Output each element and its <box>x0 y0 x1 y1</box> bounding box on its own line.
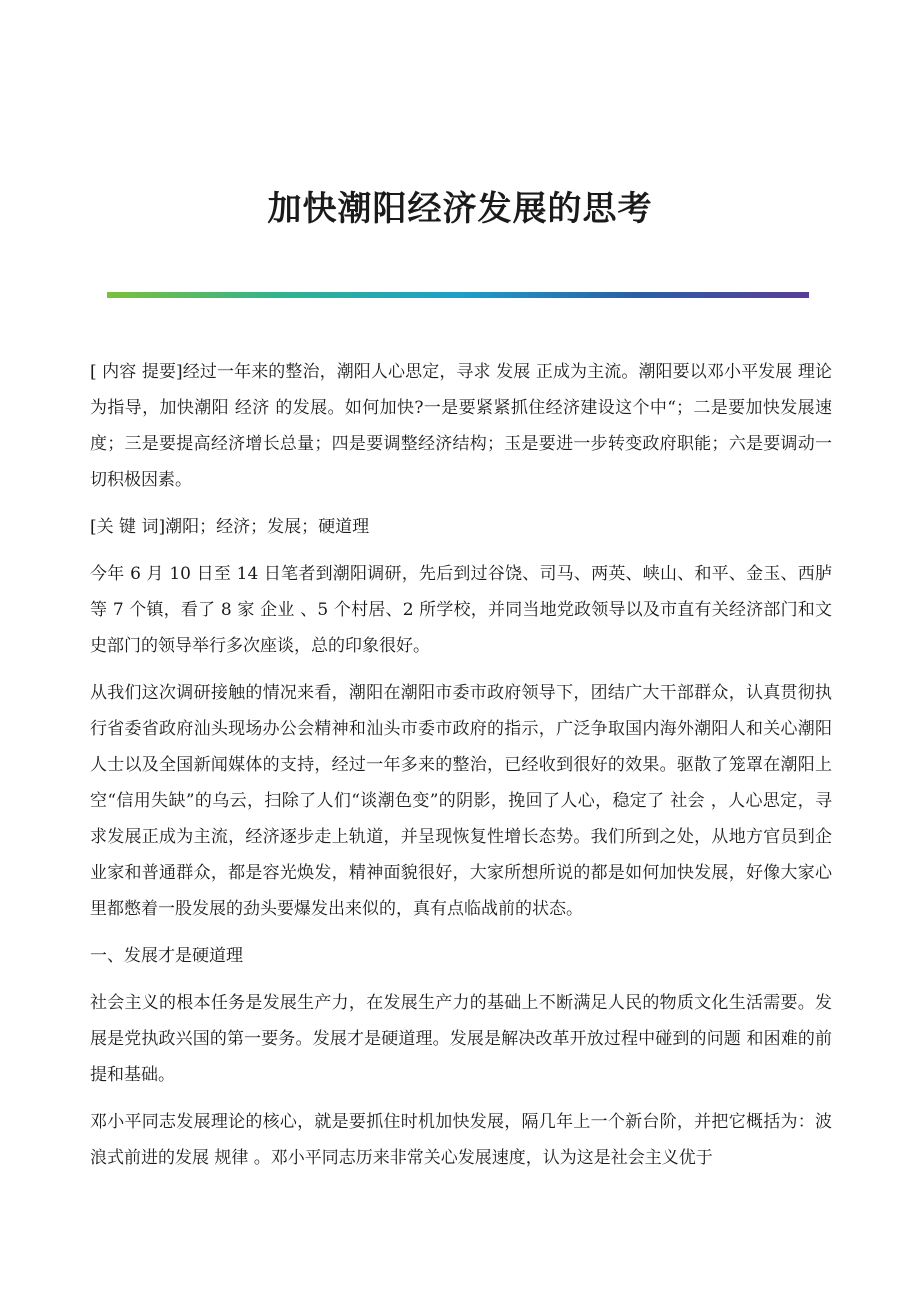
document-title: 加快潮阳经济发展的思考 <box>267 189 653 229</box>
abstract-paragraph: [ 内容 提要]经过一年来的整治，潮阳人心思定，寻求 发展 正成为主流。潮阳要以邓小平发展 理论 为指导，加快潮阳 经济 的发展。如何加快?一是要紧紧抓住经济建设这个中“；二是要加快发展速度；三是要提高经济增长总量；四是要调整经济结构；玉是要进一步转变政府职能；六是要调动一切积极因素。 <box>90 362 832 490</box>
document-body <box>90 354 832 1187</box>
section-heading: 一、发展才是硬道理 <box>90 946 243 966</box>
title-divider <box>107 292 809 298</box>
keywords-paragraph: [关 键 词]潮阳；经济；发展；硬道理 <box>90 517 370 537</box>
body-paragraph: 从我们这次调研接触的情况来看，潮阳在潮阳市委市政府领导下，团结广大干部群众，认真贯彻执行省委省政府汕头现场办公会精神和汕头市委市政府的指示，广泛争取国内海外潮阳人和关心潮阳人士以及全国新闻媒体的支持，经过一年多来的整治，已经收到很好的效果。驱散了笼罩在潮阳上空“信用失缺”的乌云，扫除了人们“谈潮色变”的阴影，挽回了人心，稳定了 社会 ，人心思定，寻求发展正成为主流，经济逐步走上轨道，并呈现恢复性增长态势。我们所到之处，从地方官员到企业家和普通群众，都是容光焕发，精神面貌很好，大家所想所说的都是如何加快发展，好像大家心里都憋着一股发展的劲头要爆发出来似的，真有点临战前的状态。 <box>90 683 832 919</box>
body-paragraph: 社会主义的根本任务是发展生产力，在发展生产力的基础上不断满足人民的物质文化生活需要。发展是党执政兴国的第一要务。发展才是硬道理。发展是解决改革开放过程中碰到的问题 和困难的前提和基础。 <box>90 993 832 1085</box>
body-paragraph: 今年 6 月 10 日至 14 日笔者到潮阳调研，先后到过谷饶、司马、两英、峡山、和平、金玉、西胪等 7 个镇，看了 8 家 企业 、5 个村居、2 所学校，并同当地党政领导以及市直有关经济部门和文史部门的领导举行多次座谈，总的印象很好。 <box>90 564 832 656</box>
body-paragraph: 邓小平同志发展理论的核心，就是要抓住时机加快发展，隔几年上一个新台阶，并把它概括为：波浪式前进的发展 规律 。邓小平同志历来非常关心发展速度，认为这是社会主义优于 <box>90 1112 832 1168</box>
